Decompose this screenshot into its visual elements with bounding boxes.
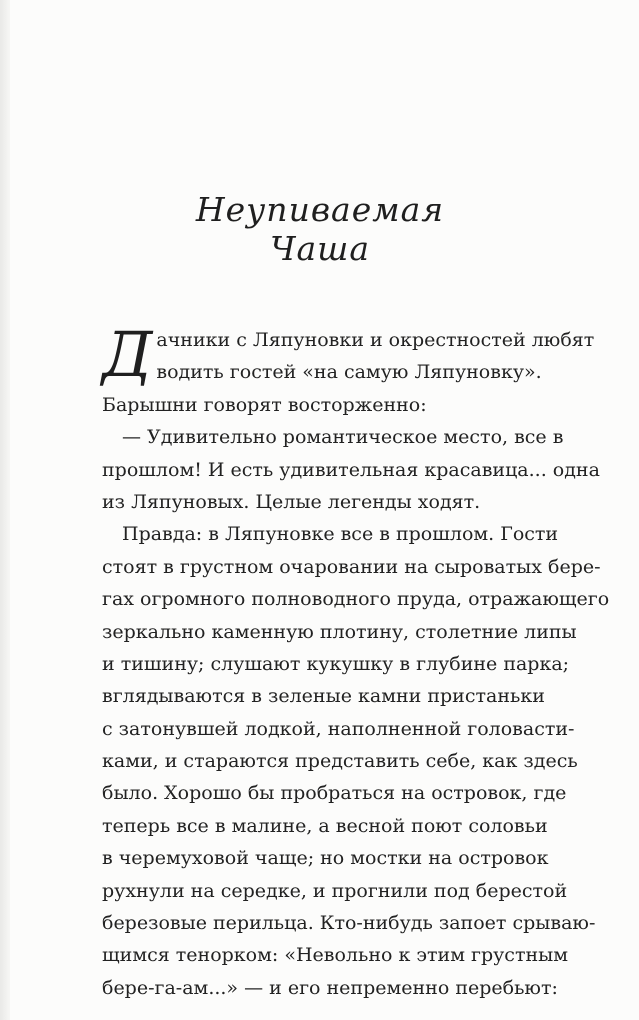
body-text	[102, 318, 610, 1004]
body-line: березовые перильца. Кто-нибудь запоет срываю-	[102, 912, 596, 935]
body-line: Барышни говорят восторженно:	[102, 393, 427, 416]
body-line: зеркально каменную плотину, столетние липы	[102, 620, 577, 643]
body-line: щимся тенорком: «Невольно к этим грустным	[102, 944, 569, 967]
body-line: бере-га-ам...» — и его непременно перебьют:	[102, 976, 558, 999]
body-line-text: ачники с Ляпуновки и окрестностей любят	[156, 329, 595, 351]
body-line: Правда: в Ляпуновке все в прошлом. Гости	[122, 523, 559, 546]
body-line: теперь все в малине, а весной поют соловьи	[102, 814, 548, 837]
chapter-title: Неупиваемая Чаша	[195, 190, 445, 268]
body-line: с затонувшей лодкой, наполненной головасти-	[102, 717, 575, 740]
body-line: и тишину; слушают кукушку в глубине парка;	[102, 652, 570, 675]
body-line	[102, 318, 595, 391]
body-line: прошлом! И есть удивительная красавица... одна	[102, 458, 600, 481]
body-line: ками, и стараются представить себе, как здесь	[102, 750, 578, 773]
body-line: было. Хорошо бы пробраться на островок, где	[102, 782, 567, 805]
body-line: рухнули на середке, и прогнили под берестой	[102, 879, 568, 902]
drop-cap: Д	[102, 318, 153, 391]
body-line: гах огромного полноводного пруда, отражающего	[102, 588, 610, 611]
body-line: стоят в грустном очаровании на сыроватых бере-	[102, 555, 601, 578]
body-line: — Удивительно романтическое место, все в	[122, 426, 564, 449]
body-line: вглядываются в зеленые камни пристаньки	[102, 685, 545, 708]
body-line-text: водить гостей «на самую Ляпуновку».	[156, 361, 542, 384]
body-line: в черемуховой чаще; но мостки на островок	[102, 847, 549, 870]
page-gutter-shadow	[0, 0, 10, 1020]
body-line: из Ляпуновых. Целые легенды ходят.	[102, 490, 481, 513]
